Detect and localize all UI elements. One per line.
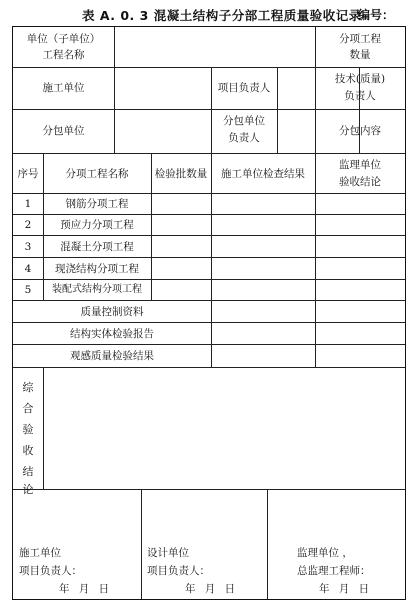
unit-name-label-1: 单位（子单位） (26, 33, 101, 45)
row-name: 现浇结构分项工程 (55, 263, 139, 275)
vline-batch (211, 153, 212, 367)
line-row-4 (13, 279, 405, 280)
subcontractor-label: 分包单位 (42, 125, 85, 137)
sub-lead-label-2: 负责人 (228, 132, 260, 144)
appearance-label: 观感质量检验结果 (70, 350, 154, 362)
tech-lead-label-1: 技术(质量) (334, 73, 386, 85)
vline-r2a (114, 67, 115, 109)
row-name: 预应力分项工程 (60, 219, 134, 231)
conclusion-char: 收 (22, 444, 34, 457)
vline-r1a (114, 27, 115, 67)
row-seq: 1 (24, 198, 32, 210)
header-supervise-2: 验收结论 (339, 176, 381, 188)
form-code-label: 编号： (358, 8, 395, 22)
row-seq: 4 (24, 263, 32, 275)
row-seq: 2 (24, 219, 32, 231)
vline-r3c (277, 109, 278, 153)
unit-name-label-2: 工程名称 (42, 49, 85, 61)
conclusion-char: 合 (22, 402, 34, 415)
header-name: 分项工程名称 (65, 168, 129, 180)
sign-date: 年 月 日 (59, 583, 110, 595)
line-quality-docs (13, 322, 405, 323)
line-row1 (13, 67, 405, 68)
quality-docs-label: 质量控制资料 (80, 306, 144, 318)
sign-unit: 设计单位 (147, 547, 189, 559)
conclusion-char: 论 (22, 483, 34, 496)
header-seq: 序号 (17, 168, 39, 180)
sub-count-label-1: 分项工程 (339, 33, 381, 45)
line-row-3 (13, 257, 405, 258)
vline-sign-1 (141, 489, 142, 599)
line-table-header (13, 193, 405, 194)
sign-person: 项目负责人： (147, 565, 210, 577)
header-supervise-1: 监理单位 (339, 159, 381, 171)
conclusion-char: 结 (22, 465, 34, 478)
row-seq: 3 (24, 241, 32, 253)
header-batch: 检验批数量 (154, 168, 208, 180)
vline-sign-2 (267, 489, 268, 599)
line-conclusion (13, 489, 405, 490)
line-row-2 (13, 235, 405, 236)
line-row3 (13, 153, 405, 154)
line-appearance (13, 367, 405, 368)
entity-report-label: 结构实体检验报告 (70, 328, 154, 340)
conclusion-char: 综 (22, 381, 34, 394)
constructor-label: 施工单位 (42, 82, 85, 94)
sign-unit: 施工单位 (19, 547, 61, 559)
line-row-5 (13, 300, 405, 301)
line-row-1 (13, 214, 405, 215)
vline-r2c (277, 67, 278, 109)
row-name: 混凝土分项工程 (60, 241, 134, 253)
line-entity-report (13, 344, 405, 345)
sign-person: 总监理工程师： (297, 565, 371, 577)
sign-date: 年 月 日 (185, 583, 236, 595)
vline-r3a (114, 109, 115, 153)
row-name: 钢筋分项工程 (65, 198, 129, 210)
acceptance-form (12, 26, 406, 600)
row-name: 装配式结构分项工程 (52, 284, 142, 295)
conclusion-char: 验 (22, 423, 34, 436)
row-seq: 5 (24, 284, 32, 296)
vline-conclusion (43, 367, 44, 489)
form-title: 表 A. 0. 3 混凝土结构子分部工程质量验收记录 (82, 8, 362, 23)
tech-lead-label-2: 负责人 (344, 90, 376, 102)
sign-date: 年 月 日 (319, 583, 370, 595)
sign-unit: 监理单位 ， (297, 547, 353, 559)
sub-count-label-2: 数量 (349, 49, 371, 61)
project-lead-label: 项目负责人 (217, 82, 271, 94)
header-check: 施工单位检查结果 (221, 168, 305, 180)
sign-person: 项目负责人： (19, 565, 82, 577)
line-row2 (13, 109, 405, 110)
form-header (0, 6, 420, 24)
sub-lead-label-1: 分包单位 (223, 115, 265, 127)
sub-content-label: 分包内容 (339, 125, 381, 137)
